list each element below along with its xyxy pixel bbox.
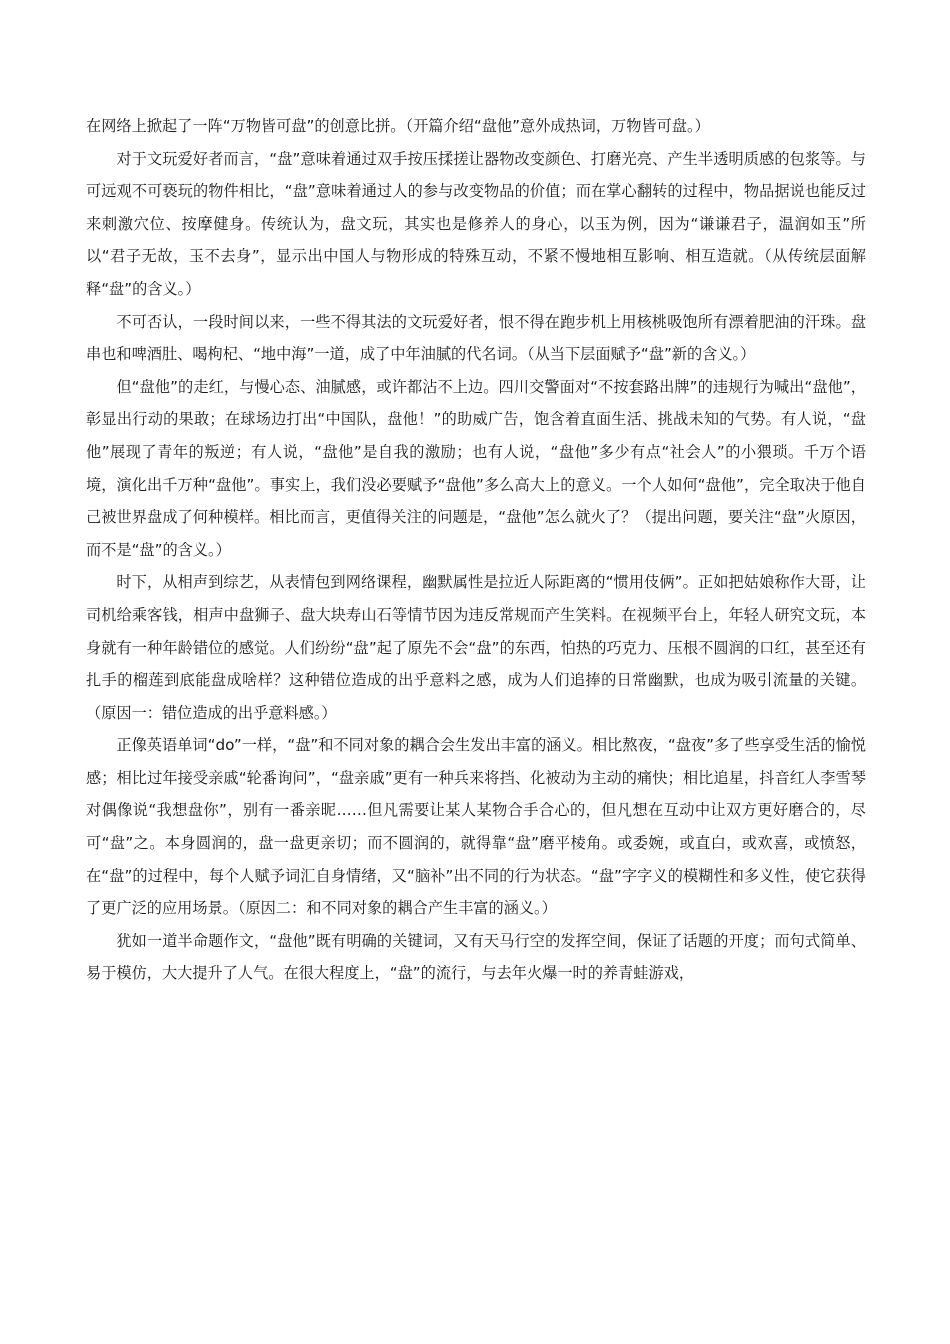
- paragraph-reason-one: 时下，从相声到综艺，从表情包到网络课程，幽默属性是拉近人际距离的“惯用伎俩”。正如把姑娘称作大哥，让司机给乘客钱，相声中盘狮子、盘大块寿山石等情节因为违反常规而产生笑料。在视频平台上，年轻人研究文玩，本身就有一种年龄错位的感觉。人们纷纷“盘”起了原先不会“盘”的东西，怕热的巧克力、压根不圆润的口红，甚至还有扎手的榴莲到底能盘成啥样？这种错位造成的出乎意料之感，成为人们追捧的日常幽默，也成为吸引流量的关键。（原因一：错位造成的出乎意料感。）: [86, 573, 866, 722]
- paragraph-question: 但“盘他”的走红，与慢心态、油腻感，或许都沾不上边。四川交警面对“不按套路出牌”的违规行为喊出“盘他”，彰显出行动的果敢；在球场边打出“中国队，盘他！”的助威广告，饱含着直面生活、挑战未知的气势。有人说，“盘他”展现了青年的叛逆；有人说，“盘他”是自我的激励；也有人说，“盘他”多少有点“社会人”的小猥琐。千万个语境，演化出千万种“盘他”。事实上，我们没必要赋予“盘他”多么高大上的意义。一个人如何“盘他”，完全取决于他自己被世界盘成了何种模样。相比而言，更值得关注的问题是，“盘他”怎么就火了？（提出问题，要关注“盘”火原因，而不是“盘”的含义。）: [86, 377, 866, 559]
- paragraph-continuation: 犹如一道半命题作文，“盘他”既有明确的关键词，又有天马行空的发挥空间，保证了话题的开度；而句式简单、易于模仿，大大提升了人气。在很大程度上，“盘”的流行，与去年火爆一时的养青蛙游戏，: [86, 931, 866, 983]
- paragraph-modern-meaning: 不可否认，一段时间以来，一些不得其法的文玩爱好者，恨不得在跑步机上用核桃吸饱所有漂着肥油的汗珠。盘串也和啤酒肚、喝枸杞、“地中海”一道，成了中年油腻的代名词。（从当下层面赋予“盘”新的含义。）: [86, 312, 866, 364]
- paragraph-traditional-meaning: 对于文玩爱好者而言，“盘”意味着通过双手按压揉搓让器物改变颜色、打磨光亮、产生半透明质感的包浆等。与可远观不可亵玩的物件相比，“盘”意味着通过人的参与改变物品的价值；而在掌心翻转的过程中，物品据说也能反过来刺激穴位、按摩健身。传统认为，盘文玩，其实也是修养人的身心，以玉为例，因为“谦谦君子，温润如玉”所以“君子无故，玉不去身”，显示出中国人与物形成的特殊互动，不紧不慢地相互影响、相互造就。（从传统层面解释“盘”的含义。）: [86, 149, 866, 298]
- document-page: [86, 110, 866, 990]
- paragraph-intro: 在网络上掀起了一阵“万物皆可盘”的创意比拼。（开篇介绍“盘他”意外成热词，万物皆可盘。）: [86, 117, 710, 135]
- paragraph-reason-two: 正像英语单词“do”一样，“盘”和不同对象的耦合会生发出丰富的涵义。相比熬夜，“盘夜”多了些享受生活的愉悦感；相比过年接受亲戚“轮番询问”，“盘亲戚”更有一种兵来将挡、化被动为主动的痛快；相比追星，抖音红人李雪琴对偶像说“我想盘你”，别有一番亲昵……但凡需要让某人某物合手合心的，但凡想在互动中让双方更好磨合的，尽可“盘”之。本身圆润的，盘一盘更亲切；而不圆润的，就得靠“盘”磨平棱角。或委婉，或直白，或欢喜，或愤怒，在“盘”的过程中，每个人赋予词汇自身情绪，又“脑补”出不同的行为状态。“盘”字字义的模糊性和多义性，使它获得了更广泛的应用场景。（原因二：和不同对象的耦合产生丰富的涵义。）: [86, 736, 866, 918]
